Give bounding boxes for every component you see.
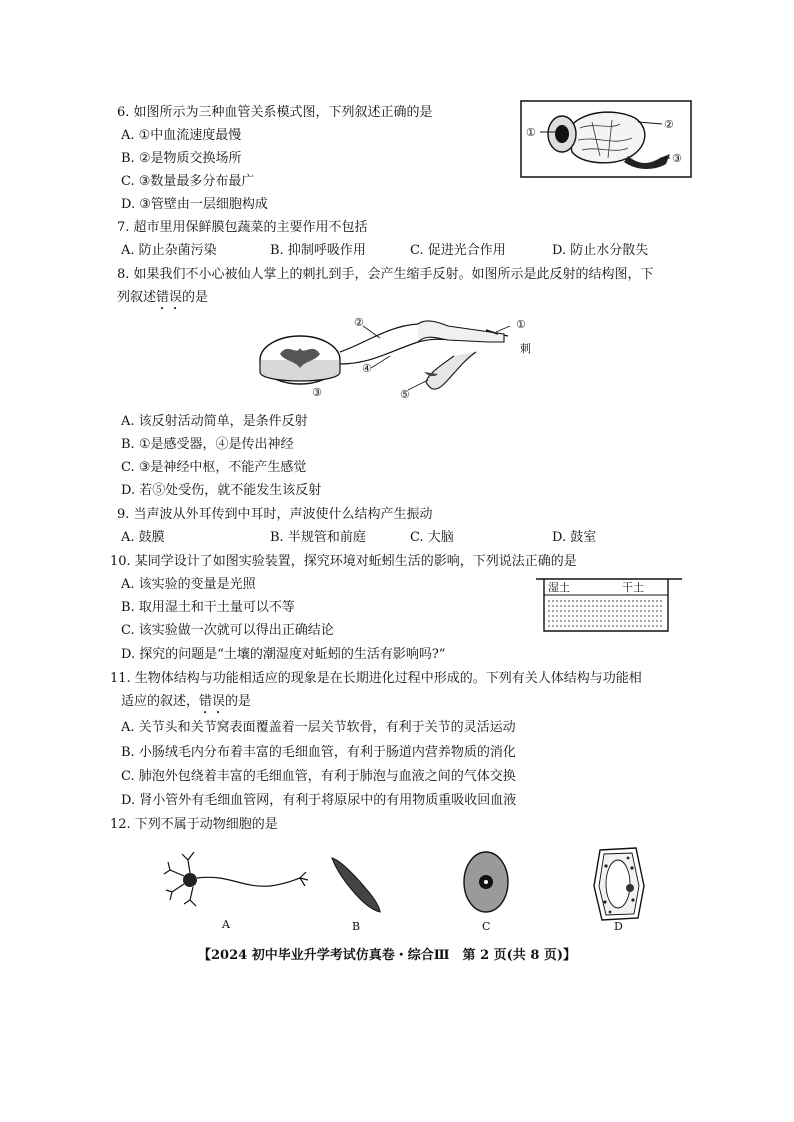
q8-option-b: B. ①是感受器，④是传出神经 xyxy=(121,437,294,452)
fig6-label-1: ① xyxy=(526,126,536,139)
q9-option-a: A. 鼓膜 xyxy=(121,530,165,545)
q12-stem: 12. 下列不属于动物细胞的是 xyxy=(110,817,278,832)
fig6-label-2: ② xyxy=(664,118,674,131)
q8-stem-line2: 列叙述错误的是 xyxy=(117,290,209,305)
fig12-label-d: D xyxy=(614,920,623,932)
fig8-label-thorn: 刺 xyxy=(520,342,531,355)
neuron-cell-figure xyxy=(160,848,312,934)
q7-option-b: B. 抑制呼吸作用 xyxy=(270,243,366,258)
fig12-label-a: A xyxy=(222,918,230,931)
q8-option-c: C. ③是神经中枢，不能产生感觉 xyxy=(121,460,307,475)
earthworm-soil-apparatus xyxy=(536,575,684,637)
q10-option-b: B. 取用湿土和干土量可以不等 xyxy=(121,600,295,615)
q6-option-b: B. ②是物质交换场所 xyxy=(121,151,242,166)
q11-option-d: D. 肾小管外有毛细血管网，有利于将原尿中的有用物质重吸收回血液 xyxy=(121,793,517,808)
fig8-label-2: ② xyxy=(354,316,364,329)
q6-option-d: D. ③管壁由一层细胞构成 xyxy=(121,197,268,212)
fig8-label-3: ③ xyxy=(312,386,322,399)
fig8-label-5: ⑤ xyxy=(400,388,410,401)
q11-option-a: A. 关节头和关节窝表面覆盖着一层关节软骨，有利于关节的灵活运动 xyxy=(121,720,516,735)
q6-stem: 6. 如图所示为三种血管关系模式图，下列叙述正确的是 xyxy=(117,105,433,120)
emphasis-cuowu: 错误 xyxy=(156,290,183,305)
q10-option-d: D. 探究的问题是“土壤的潮湿度对蚯蚓的生活有影响吗?” xyxy=(121,647,446,662)
q9-stem: 9. 当声波从外耳传到中耳时，声波使什么结构产生振动 xyxy=(117,507,433,522)
q10-stem: 10. 某同学设计了如图实验装置，探究环境对蚯蚓生活的影响，下列说法正确的是 xyxy=(110,554,577,569)
fig12-label-b: B xyxy=(352,920,361,933)
page-footer: 【2024 初中毕业升学考试仿真卷・综合Ⅲ 第 2 页(共 8 页)】 xyxy=(198,948,577,963)
q9-option-b: B. 半规管和前庭 xyxy=(270,530,366,545)
fig10-label-dry-soil: 干土 xyxy=(622,581,644,594)
fig10-label-wet-soil: 湿土 xyxy=(548,581,570,594)
reflex-arc-diagram xyxy=(258,312,536,402)
fig6-label-3: ③ xyxy=(672,152,682,165)
q10-option-c: C. 该实验做一次就可以得出正确结论 xyxy=(121,623,334,638)
q7-option-a: A. 防止杂菌污染 xyxy=(121,243,217,258)
q11-stem-line2: 适应的叙述，错误的是 xyxy=(121,694,252,709)
round-cell-figure xyxy=(456,848,516,934)
q10-option-a: A. 该实验的变量是光照 xyxy=(121,577,256,592)
q7-stem: 7. 超市里用保鲜膜包蔬菜的主要作用不包括 xyxy=(117,220,368,235)
fig12-label-c: C xyxy=(482,920,491,933)
q7-option-d: D. 防止水分散失 xyxy=(552,243,649,258)
emphasis-cuowu: 错误 xyxy=(199,694,226,709)
q8-option-d: D. 若⑤处受伤，就不能发生该反射 xyxy=(121,483,322,498)
plant-cell-figure xyxy=(590,842,650,932)
smooth-muscle-cell-figure xyxy=(326,850,386,934)
q8-option-a: A. 该反射活动简单，是条件反射 xyxy=(121,414,308,429)
q6-option-a: A. ①中血流速度最慢 xyxy=(121,128,242,143)
q9-option-c: C. 大脑 xyxy=(410,530,454,545)
blood-vessel-diagram xyxy=(520,100,692,178)
q7-option-c: C. 促进光合作用 xyxy=(410,243,506,258)
fig8-label-1: ① xyxy=(516,318,526,331)
q11-option-c: C. 肺泡外包绕着丰富的毛细血管，有利于肺泡与血液之间的气体交换 xyxy=(121,769,516,784)
q6-option-c: C. ③数量最多分布最广 xyxy=(121,174,255,189)
q8-stem-line1: 8. 如果我们不小心被仙人掌上的刺扎到手，会产生缩手反射。如图所示是此反射的结构图，下 xyxy=(117,267,654,282)
q11-stem-line1: 11. 生物体结构与功能相适应的现象是在长期进化过程中形成的。下列有关人体结构与功能相 xyxy=(110,671,642,686)
fig8-label-4: ④ xyxy=(362,362,372,375)
q11-option-b: B. 小肠绒毛内分布着丰富的毛细血管，有利于肠道内营养物质的消化 xyxy=(121,745,516,760)
q9-option-d: D. 鼓室 xyxy=(552,530,597,545)
